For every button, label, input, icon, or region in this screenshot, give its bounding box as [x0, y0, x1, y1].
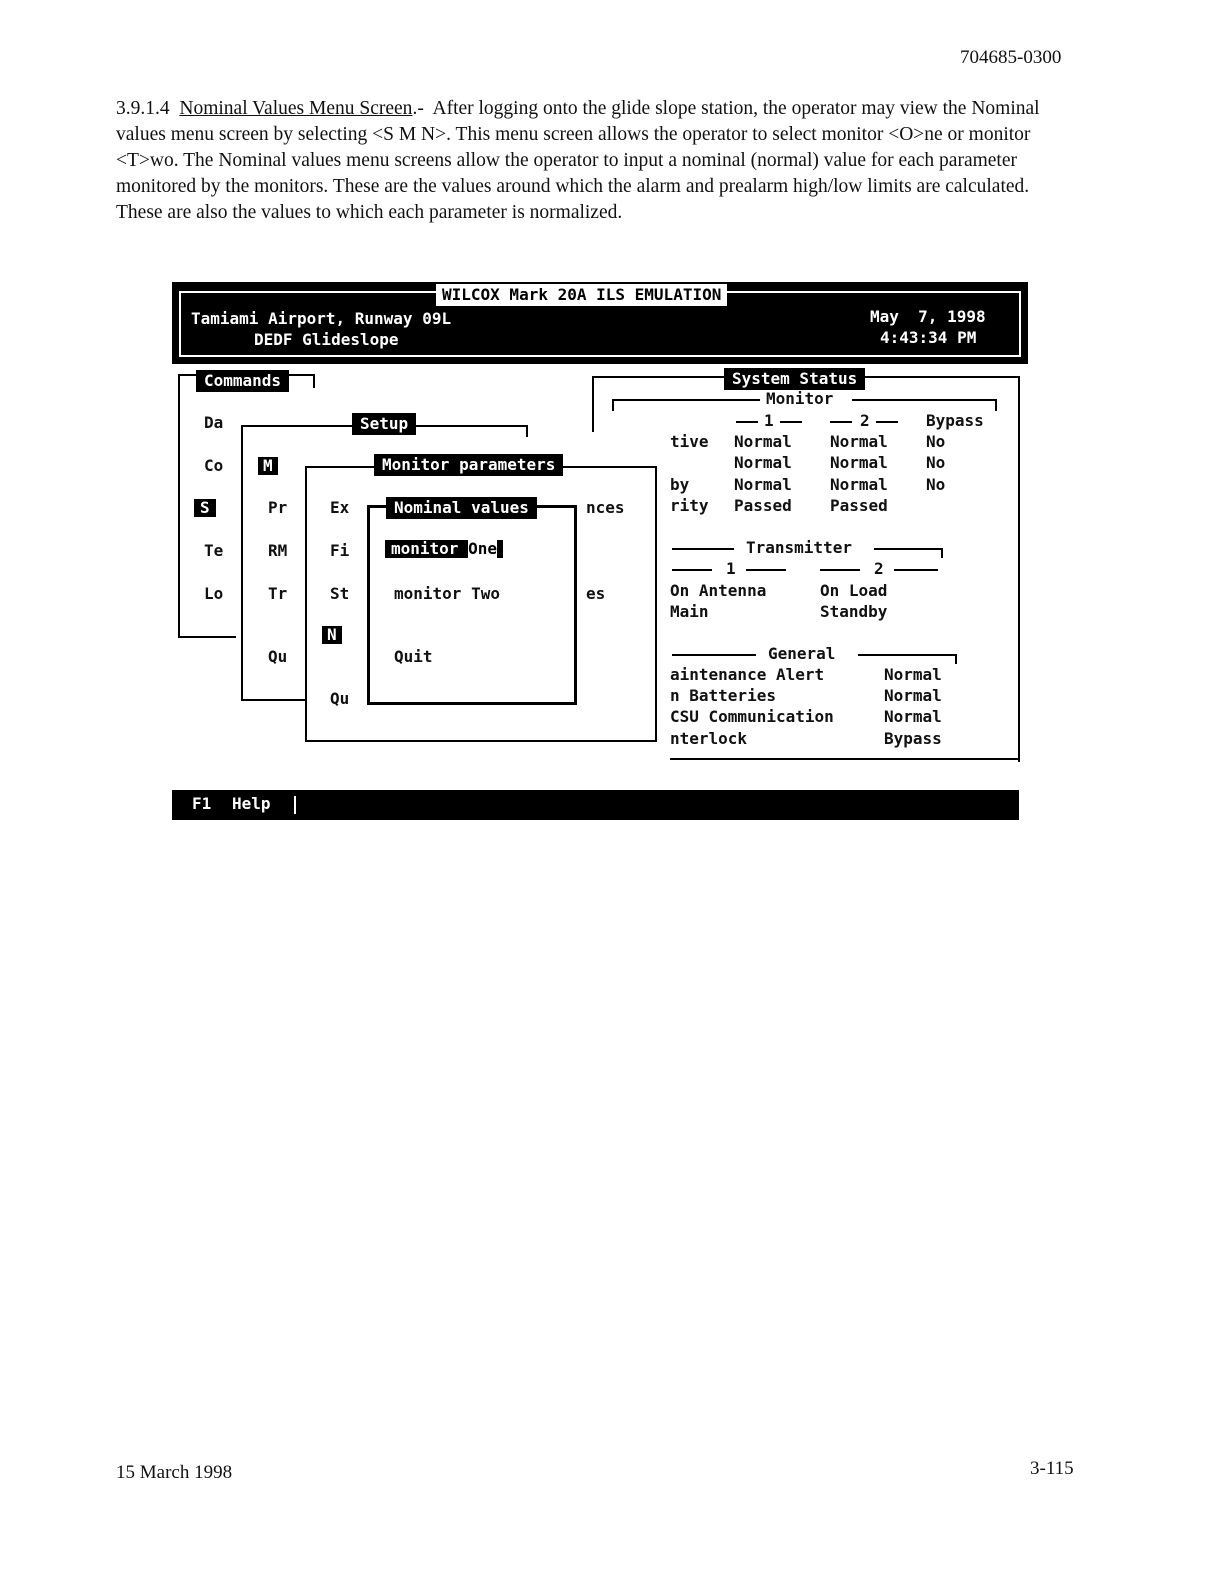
- monitor-row-label: rity: [670, 496, 709, 515]
- system-status-window: [592, 376, 1020, 762]
- monitor-section-title: Monitor: [766, 389, 834, 408]
- transmitter-row-t2: Standby: [820, 602, 888, 621]
- monparam-item-st[interactable]: St: [330, 584, 350, 603]
- help-label[interactable]: Help: [232, 794, 271, 813]
- section-body: After logging onto the glide slope station, the operator may view the Nominal values menu screen by selecting <S M N>. This menu screen allows the operator to select monitor <O>ne or monitor <T>wo. The Nominal values menu screens allow the operator to input a nominal (normal) value for each parameter monitored by the monitors. These are the values around which the alarm and prealarm high/low limits are calculated. These are also the values to which each parameter is normalized.: [116, 98, 1040, 223]
- monitor-parameters-title: Monitor parameters: [374, 454, 563, 476]
- monitor-row-bypass: No: [926, 475, 946, 494]
- screen-header: [172, 282, 1028, 364]
- monitor-row-m2: Normal: [830, 475, 888, 494]
- monitor-row-bypass: No: [926, 432, 946, 451]
- command-item-log[interactable]: Lo: [204, 584, 224, 603]
- monitor-col2-header: 2: [860, 411, 870, 430]
- setup-item-quit[interactable]: Qu: [268, 647, 288, 666]
- command-item-setup[interactable]: S: [194, 499, 216, 517]
- general-row-label: CSU Communication: [670, 707, 834, 726]
- monitor-two-option[interactable]: monitor Two: [394, 584, 500, 603]
- transmitter-section-title: Transmitter: [746, 538, 852, 557]
- monparam-hot-item[interactable]: N: [322, 626, 342, 644]
- command-item-data[interactable]: Da: [204, 413, 224, 432]
- monitor-row-m2: Passed: [830, 496, 888, 515]
- section-title-suffix: .-: [412, 98, 424, 119]
- general-row-value: Normal: [884, 686, 942, 705]
- monitor-row-m1: Normal: [734, 432, 792, 451]
- transmitter-row-t1: Main: [670, 602, 709, 621]
- setup-item-tr[interactable]: Tr: [268, 584, 288, 603]
- monitor-row-m2: Normal: [830, 432, 888, 451]
- footer-page-number: 3-115: [1030, 1458, 1074, 1479]
- help-key[interactable]: F1: [192, 794, 212, 813]
- monparam-item-nces[interactable]: nces: [586, 498, 625, 517]
- monparam-item-quit[interactable]: Qu: [330, 689, 350, 708]
- transmitter-row-t2: On Load: [820, 581, 888, 600]
- monitor-row-m2: Normal: [830, 453, 888, 472]
- monparam-item-ex[interactable]: Ex: [330, 498, 350, 517]
- section-title: Nominal Values Menu Screen: [179, 98, 413, 119]
- general-row-value: Normal: [884, 707, 942, 726]
- setup-item-pr[interactable]: Pr: [268, 498, 288, 517]
- footer-date: 15 March 1998: [116, 1462, 233, 1483]
- monitor-one-option[interactable]: monitor One: [385, 540, 503, 558]
- general-row-value: Bypass: [884, 729, 942, 748]
- setup-item-rm[interactable]: RM: [268, 541, 288, 560]
- station-label: DEDF Glideslope: [254, 330, 399, 349]
- system-status-title: System Status: [724, 368, 865, 390]
- nominal-values-title: Nominal values: [386, 497, 537, 519]
- monitor-row-m1: Normal: [734, 475, 792, 494]
- monitor-one-hotkey: One: [468, 539, 497, 558]
- transmitter-col2-header: 2: [874, 559, 884, 578]
- help-bar: [172, 790, 1019, 820]
- general-row-label: nterlock: [670, 729, 748, 748]
- monitor-col1-header: 1: [764, 411, 774, 430]
- section-paragraph: [116, 96, 1076, 226]
- general-section-title: General: [768, 644, 836, 663]
- monitor-row-bypass: No: [926, 453, 946, 472]
- document-number: 704685-0300: [960, 47, 1062, 68]
- transmitter-row-t1: On Antenna: [670, 581, 767, 600]
- terminal-screenshot: [172, 280, 1026, 820]
- monitor-row-label: by: [670, 475, 690, 494]
- command-item-config[interactable]: Co: [204, 456, 224, 475]
- command-item-test[interactable]: Te: [204, 541, 224, 560]
- general-row-label: aintenance Alert: [670, 665, 825, 684]
- monparam-item-fi[interactable]: Fi: [330, 541, 350, 560]
- section-number: 3.9.1.4: [116, 98, 170, 119]
- monitor-col3-header: Bypass: [926, 411, 984, 430]
- transmitter-col1-header: 1: [726, 559, 736, 578]
- monitor-row-m1: Normal: [734, 453, 792, 472]
- setup-title: Setup: [352, 413, 416, 435]
- nominal-quit-option[interactable]: Quit: [394, 647, 433, 666]
- date-label: May 7, 1998: [870, 307, 986, 326]
- screen-title: WILCOX Mark 20A ILS EMULATION: [436, 284, 727, 306]
- general-row-value: Normal: [884, 665, 942, 684]
- nominal-values-window: [367, 505, 577, 705]
- commands-title: Commands: [196, 370, 289, 392]
- general-row-label: n Batteries: [670, 686, 776, 705]
- monitor-row-m1: Passed: [734, 496, 792, 515]
- time-label: 4:43:34 PM: [880, 328, 977, 347]
- setup-hot-item[interactable]: M: [258, 457, 278, 475]
- monparam-item-es[interactable]: es: [586, 584, 606, 603]
- monitor-row-label: tive: [670, 432, 709, 451]
- location-label: Tamiami Airport, Runway 09L: [191, 309, 452, 328]
